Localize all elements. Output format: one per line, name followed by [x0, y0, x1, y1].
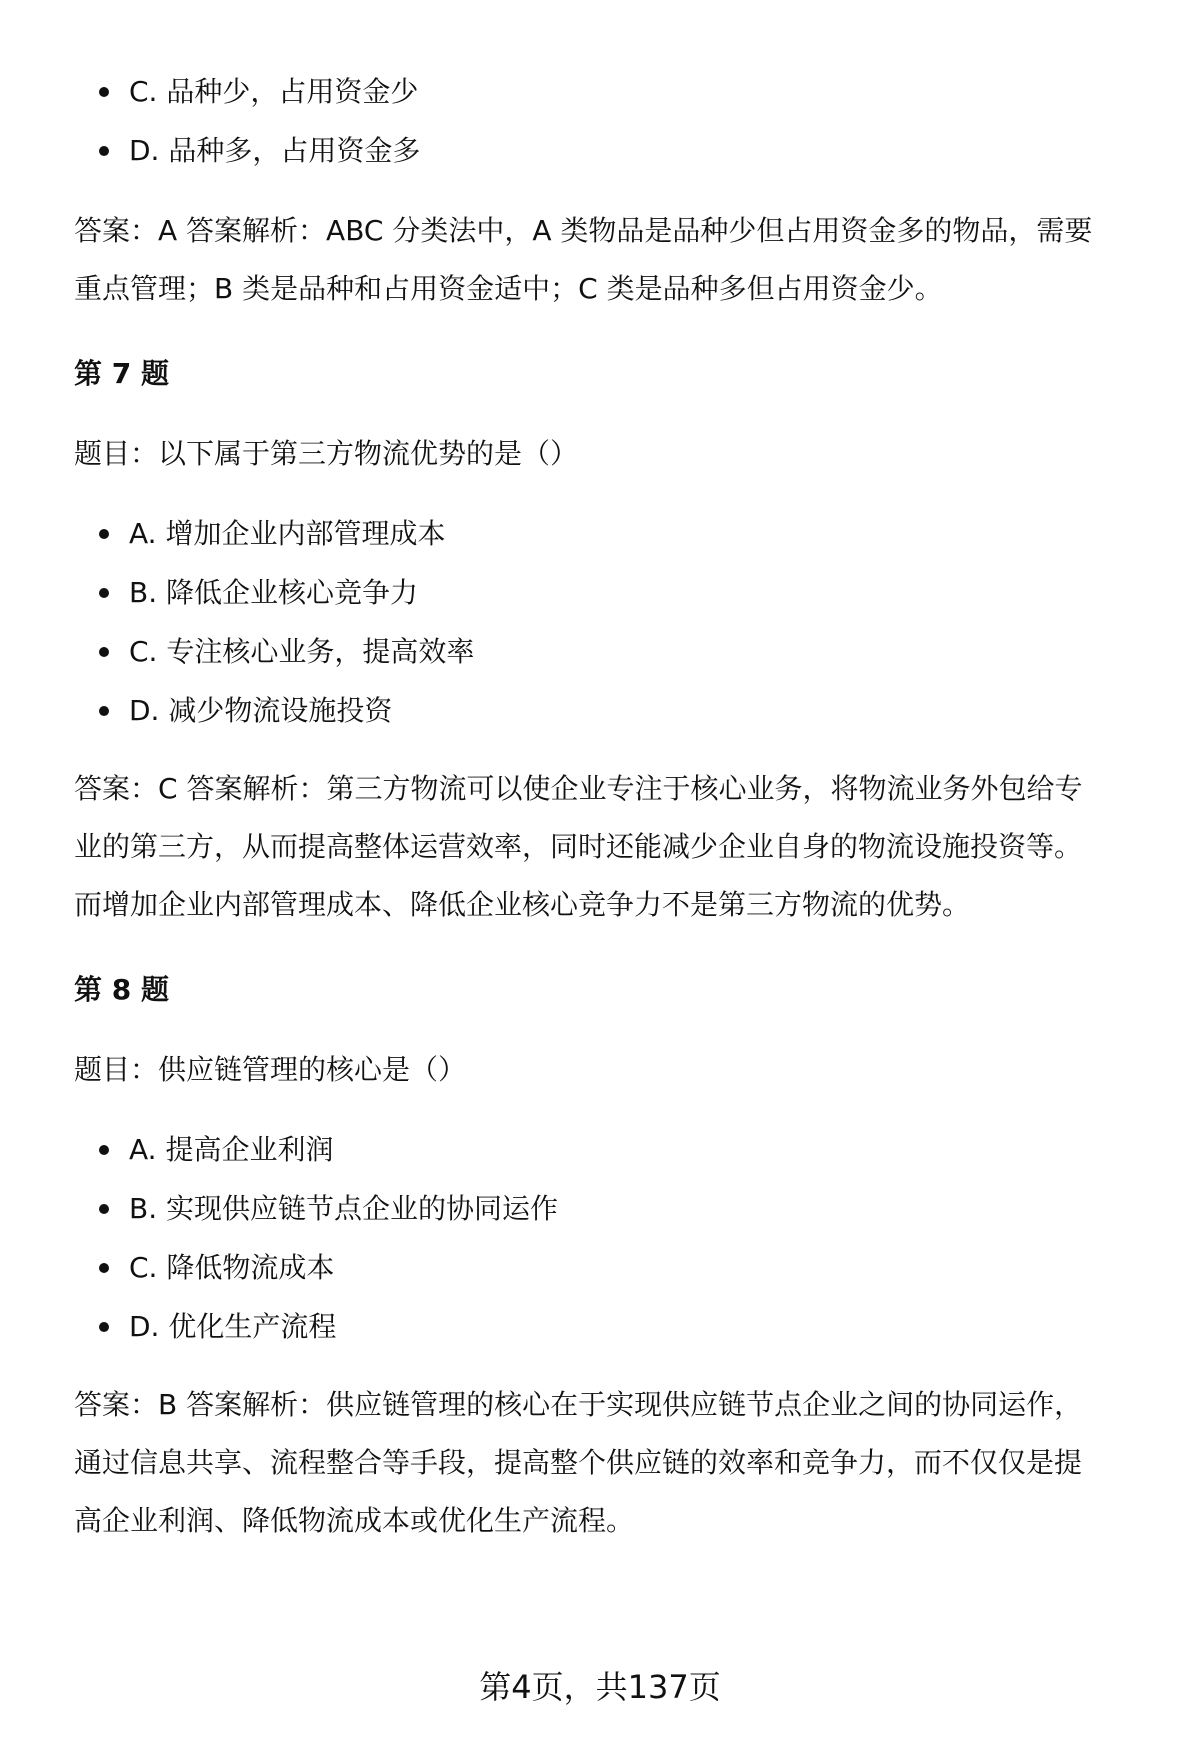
- q8-answer: [74, 1376, 1164, 1550]
- q7-option-b: B. 降低企业核心竞争力: [74, 563, 1164, 622]
- q8-option-d: D. 优化生产流程: [74, 1297, 1164, 1356]
- q8-question: 题目：供应链管理的核心是（）: [74, 1053, 467, 1086]
- page-content: [74, 68, 1164, 1550]
- q8-answer-line-2: 通过信息共享、流程整合等手段，提高整个供应链的效率和竞争力，而不仅仅是提: [74, 1446, 1083, 1479]
- q6-answer-line-1: 答案：A 答案解析：ABC 分类法中，A 类物品是品种少但占用资金多的物品，需要: [74, 214, 1093, 247]
- page-indicator: 第4页，共137页: [479, 1668, 721, 1706]
- q7-heading: 第 7 题: [74, 357, 169, 390]
- q7-answer-line-1: 答案：C 答案解析：第三方物流可以使企业专注于核心业务，将物流业务外包给专: [74, 772, 1083, 805]
- q8-answer-line-1: 答案：B 答案解析：供应链管理的核心在于实现供应链节点企业之间的协同运作，: [74, 1388, 1083, 1421]
- q8-heading: 第 8 题: [74, 973, 169, 1006]
- q7-option-c: C. 专注核心业务，提高效率: [74, 622, 1164, 681]
- q7-answer-line-2: 业的第三方，从而提高整体运营效率，同时还能减少企业自身的物流设施投资等。: [74, 830, 1083, 863]
- q6-answer-line-2: 重点管理；B 类是品种和占用资金适中；C 类是品种多但占用资金少。: [74, 272, 943, 305]
- q7-answer: [74, 760, 1164, 934]
- q6-options-list: [74, 62, 1164, 180]
- q8-option-b: B. 实现供应链节点企业的协同运作: [74, 1179, 1164, 1238]
- q8-answer-line-3: 高企业利润、降低物流成本或优化生产流程。: [74, 1504, 635, 1537]
- q8-options-list: [74, 1120, 1164, 1356]
- q7-question: 题目：以下属于第三方物流优势的是（）: [74, 437, 579, 470]
- q6-option-d: D. 品种多，占用资金多: [74, 121, 1164, 180]
- q7-option-d: D. 减少物流设施投资: [74, 681, 1164, 740]
- q6-answer: [74, 202, 1164, 318]
- q8-option-c: C. 降低物流成本: [74, 1238, 1164, 1297]
- q7-options-list: [74, 504, 1164, 740]
- q7-option-a: A. 增加企业内部管理成本: [74, 504, 1164, 563]
- q6-option-c: C. 品种少，占用资金少: [74, 62, 1164, 121]
- q7-answer-line-3: 而增加企业内部管理成本、降低企业核心竞争力不是第三方物流的优势。: [74, 888, 971, 921]
- q8-option-a: A. 提高企业利润: [74, 1120, 1164, 1179]
